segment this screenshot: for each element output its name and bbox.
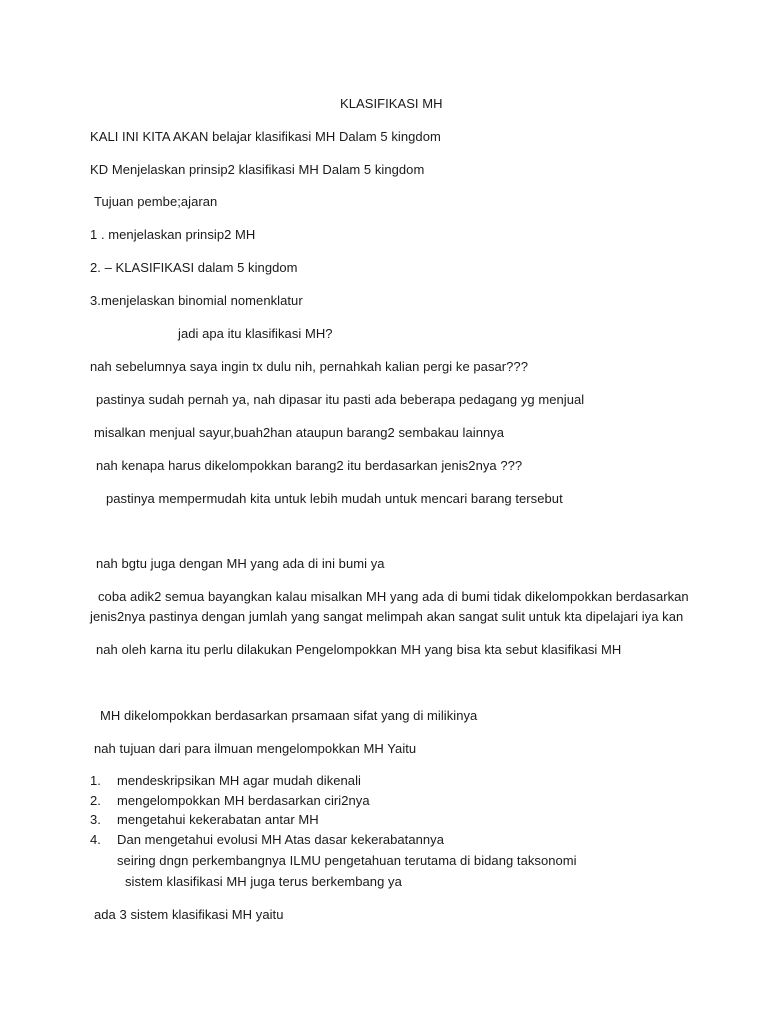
paragraph-line: misalkan menjual sayur,buah2han ataupun barang2 sembakau lainnya: [94, 425, 505, 440]
paragraph-line: nah bgtu juga dengan MH yang ada di ini bumi ya: [96, 556, 385, 571]
paragraph-line: pastinya mempermudah kita untuk lebih mudah untuk mencari barang tersebut: [106, 491, 563, 506]
paragraph-line: nah sebelumnya saya ingin tx dulu nih, pernahkah kalian pergi ke pasar???: [90, 359, 528, 374]
goals-heading: Tujuan pembe;ajaran: [94, 194, 218, 209]
continuation-line: seiring dngn perkembangnya ILMU pengetahuan terutama di bidang taksonomi: [117, 853, 577, 868]
list-number: 1.: [90, 773, 101, 788]
list-number: 4.: [90, 832, 101, 847]
list-item: mendeskripsikan MH agar mudah dikenali: [117, 773, 361, 788]
question-line: jadi apa itu klasifikasi MH?: [178, 326, 333, 341]
paragraph-line: nah oleh karna itu perlu dilakukan Pengelompokkan MH yang bisa kta sebut klasifikasi MH: [96, 642, 622, 657]
goal-item: 1 . menjelaskan prinsip2 MH: [90, 227, 256, 242]
closing-line: ada 3 sistem klasifikasi MH yaitu: [94, 907, 284, 922]
paragraph-line: MH dikelompokkan berdasarkan prsamaan sifat yang di milikinya: [100, 708, 478, 723]
list-item: mengetahui kekerabatan antar MH: [117, 812, 319, 827]
paragraph-line: nah kenapa harus dikelompokkan barang2 itu berdasarkan jenis2nya ???: [96, 458, 523, 473]
goal-item: 3.menjelaskan binomial nomenklatur: [90, 293, 303, 308]
list-number: 2.: [90, 793, 101, 808]
list-item: mengelompokkan MH berdasarkan ciri2nya: [117, 793, 370, 808]
list-item: Dan mengetahui evolusi MH Atas dasar kekerabatannya: [117, 832, 445, 847]
goal-item: 2. – KLASIFIKASI dalam 5 kingdom: [90, 260, 298, 275]
paragraph-line: pastinya sudah pernah ya, nah dipasar itu pasti ada beberapa pedagang yg menjual: [96, 392, 585, 407]
continuation-line: sistem klasifikasi MH juga terus berkembang ya: [125, 874, 402, 889]
intro-line: KALI INI KITA AKAN belajar klasifikasi MH Dalam 5 kingdom: [90, 129, 441, 144]
paragraph-line: jenis2nya pastinya dengan jumlah yang sangat melimpah akan sangat sulit untuk kta dipelajari iya kan: [90, 609, 684, 624]
document-title: KLASIFIKASI MH: [340, 96, 443, 111]
list-number: 3.: [90, 812, 101, 827]
paragraph-line: coba adik2 semua bayangkan kalau misalkan MH yang ada di bumi tidak dikelompokkan berdasarkan: [98, 589, 689, 604]
kd-line: KD Menjelaskan prinsip2 klasifikasi MH Dalam 5 kingdom: [90, 162, 425, 177]
paragraph-line: nah tujuan dari para ilmuan mengelompokkan MH Yaitu: [94, 741, 417, 756]
